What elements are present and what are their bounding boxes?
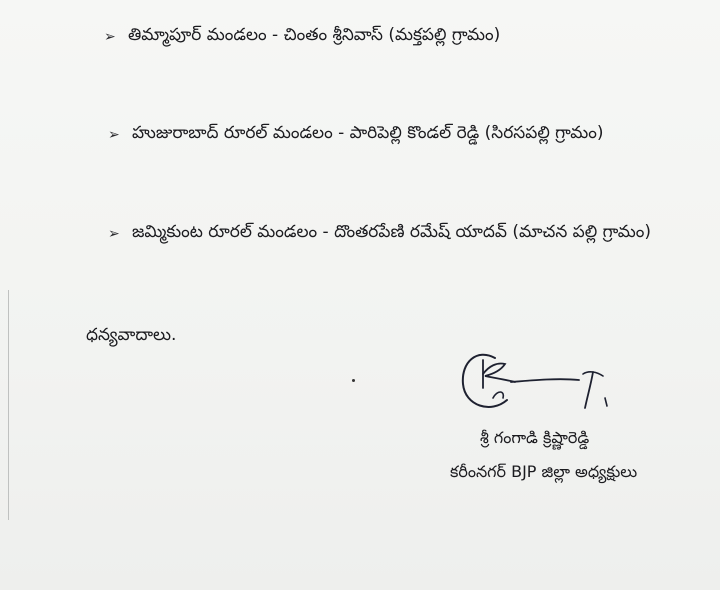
list-item [108,222,651,246]
list-item-text: జమ్మికుంట రూరల్ మండలం - దొంతరపేణి రమేష్ యాదవ్ (మాచన పల్లి గ్రామం) [132,222,651,242]
page-edge-line [8,290,9,520]
arrow-bullet-icon: ➢ [108,127,120,143]
list-item [108,123,604,147]
list-item [104,25,500,49]
closing-text: ధన్యవాదాలు. [86,325,177,345]
handwritten-signature [455,340,625,420]
signatory-designation: కరీంనగర్ BJP జిల్లా అధ్యక్షులు [450,462,638,481]
arrow-bullet-icon: ➢ [108,226,120,242]
list-item-text: హుజురాబాద్ రూరల్ మండలం - పారిపెల్లి కొండల్ రెడ్డి (సిరసపల్లి గ్రామం) [132,123,604,143]
stray-dot [352,379,355,382]
arrow-bullet-icon: ➢ [104,29,116,45]
signatory-name: శ్రీ గంగాడి క్రిష్ణారెడ్డి [480,428,590,447]
list-item-text: తిమ్మాపూర్ మండలం - చింతం శ్రీనివాస్ (మక్తపల్లి గ్రామం) [128,25,501,45]
